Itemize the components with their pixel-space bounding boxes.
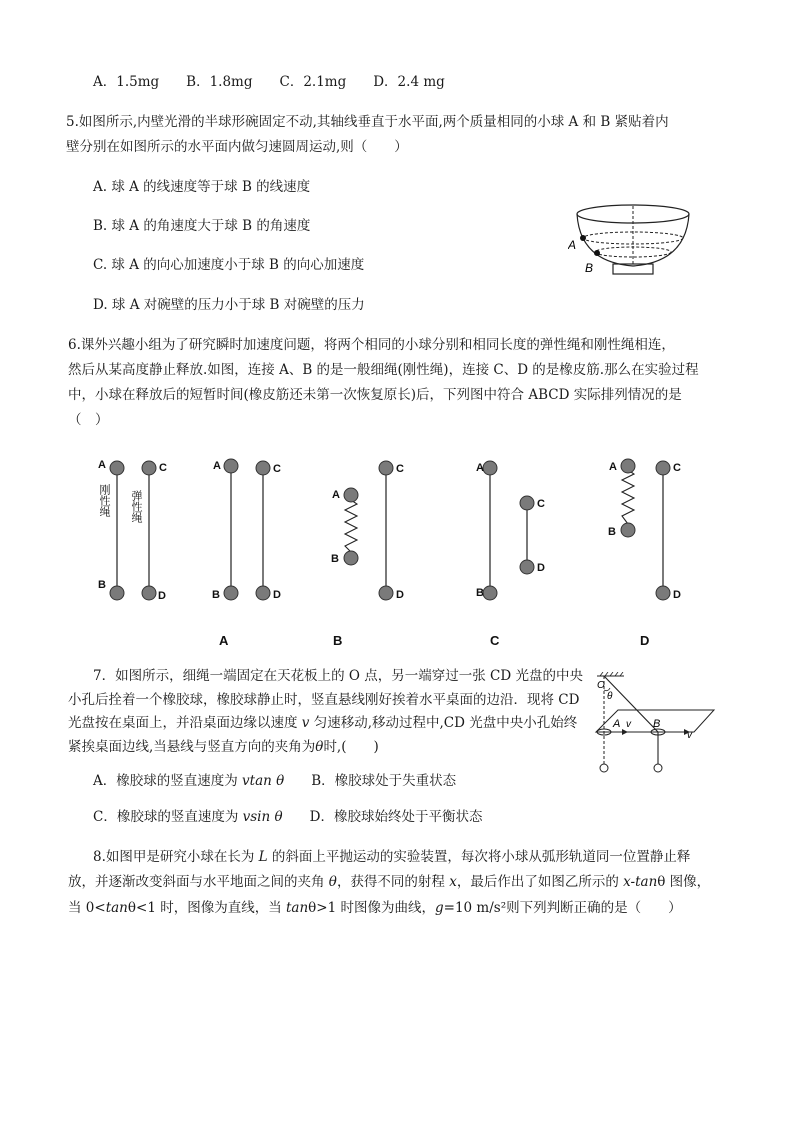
q6-b-ball-a [344,488,358,502]
q6-b-label-c: C [396,463,404,475]
q6-caption-c: C [490,633,500,648]
q6-caption-d: D [640,633,650,648]
q7-figure [592,672,722,775]
q6-stem-line1: 6.课外兴趣小组为了研究瞬时加速度问题，将两个相同的小球分别和相同长度的弹性绳和刚性绳相连， [68,337,675,353]
q6-init-ball-b [110,586,124,600]
q6-a-ball-d [256,586,270,600]
q5-ball-b [594,250,600,256]
q7-stem-line4: 紧挨桌面边线,当悬线与竖直方向的夹角为θ时,( ) [68,739,379,755]
q7-label-b: B [653,718,661,730]
q5-option-a: A. 球 A 的线速度等于球 B 的线速度 [93,179,311,195]
q6-b-ball-b [344,551,358,565]
q6-init-label-c: C [159,462,167,474]
q8-stem-line3: 当 0<tanθ<1 时，图像为直线，当 tanθ>1 时图像为曲线，g=10 m/s²则下列判断正确的是（ ） [68,900,682,916]
q7-label-o: O [597,680,605,691]
q6-b-ball-d [379,586,393,600]
q6-init-label-d: D [158,590,166,602]
q6-c-label-a: A [476,462,484,474]
q8-stem-line1: 8.如图甲是研究小球在长为 L 的斜面上平抛运动的实验装置，每次将小球从弧形轨道同一位置静止释 [93,849,691,865]
q7-stem-line1: 7．如图所示，细绳一端固定在天花板上的 O 点，另一端穿过一张 CD 光盘的中央 [93,668,583,684]
q7-ball-b [654,764,662,772]
q7-label-theta: θ [607,691,613,702]
q6-d-label-d: D [673,589,681,601]
q6-a-label-d: D [273,589,281,601]
q7-stem-line2: 小孔后拴着一个橡胶球，橡胶球静止时，竖直悬线刚好挨着水平桌面的边沿．现将 CD [68,692,580,708]
q6-caption-b: B [333,633,343,648]
q6-c-ball-d [520,560,534,574]
q6-a-ball-c [256,461,270,475]
q5-label-a: A [568,238,577,252]
q6-stem-line2: 然后从某高度静止释放.如图，连接 A、B 的是一般细绳(刚性绳)，连接 C、D 的是橡皮筋.那么在实验过程 [68,362,699,378]
q6-c-label-d: D [537,562,545,574]
q5-stem-line1: 5.如图所示,内壁光滑的半球形碗固定不动,其轴线垂直于水平面,两个质量相同的小球 A 和 B 紧贴着内 [66,114,669,130]
q6-b-label-d: D [396,589,404,601]
q5-option-d: D. 球 A 对碗壁的压力小于球 B 对碗壁的压力 [93,297,365,313]
q6-rigid-label: 刚性绳 [98,484,110,517]
q6-a-ball-a [224,459,238,473]
q6-c-label-b: B [476,587,484,599]
q6-a-label-b: B [212,589,220,601]
q6-spring-d [622,470,634,524]
q6-c-ball-a [483,461,497,475]
q6-caption-a: A [219,633,229,648]
q6-c-ball-b [483,586,497,600]
q6-init-ball-c [142,461,156,475]
q6-b-ball-c [379,461,393,475]
q7-option-cd: C．橡胶球的竖直速度为 vsin θ D．橡胶球始终处于平衡状态 [93,809,483,825]
q7-label-v2: v [687,730,692,741]
q6-d-ball-d [656,586,670,600]
q5-option-c: C. 球 A 的向心加速度小于球 B 的向心加速度 [93,257,365,273]
q7-label-v1: v [626,719,631,730]
q6-init-ball-a [110,461,124,475]
q6-a-ball-b [224,586,238,600]
q5-label-b: B [585,261,594,275]
q6-stem-line3: 中，小球在释放后的短暂时间(橡皮筋还未第一次恢复原长)后，下列图中符合 ABCD 实际排列情况的是 [68,387,682,403]
q6-d-ball-a [621,459,635,473]
q6-a-label-a: A [213,460,221,472]
q6-d-ball-c [656,461,670,475]
q6-figure [0,440,794,655]
q6-b-label-a: A [332,489,340,501]
q5-ball-a [580,235,586,241]
q6-spring-b [345,500,357,552]
q8-stem-line2: 放，并逐渐改变斜面与水平地面之间的夹角 θ，获得不同的射程 x，最后作出了如图乙所示的 x-tanθ 图像， [68,874,711,890]
q6-d-label-b: B [608,526,616,538]
q4-options: A．1.5mg B．1.8mg C．2.1mg D．2.4 mg [93,74,445,90]
q6-b-label-b: B [331,553,339,565]
q6-init-label-b: B [98,579,106,591]
q6-elastic-label: 弹性绳 [130,490,142,523]
q6-d-label-c: C [673,462,681,474]
q5-bowl-figure [568,200,698,282]
q7-stem-line3: 光盘按在桌面上，并沿桌面边缘以速度 v 匀速移动,移动过程中,CD 光盘中央小孔始终 [68,715,578,731]
q6-d-label-a: A [609,461,617,473]
q7-ball-a [600,764,608,772]
q6-d-ball-b [621,523,635,537]
q7-option-ab: A．橡胶球的竖直速度为 vtan θ B．橡胶球处于失重状态 [93,773,457,789]
q5-stem-line2: 壁分别在如图所示的水平面内做匀速圆周运动,则（ ） [66,139,408,155]
q6-stem-line4: （ ） [68,412,109,428]
q6-a-label-c: C [273,463,281,475]
q6-c-ball-c [520,496,534,510]
q5-option-b: B. 球 A 的角速度大于球 B 的角速度 [93,218,311,234]
q6-init-ball-d [142,586,156,600]
q7-label-a: A [613,718,621,730]
q6-c-label-c: C [537,498,545,510]
q6-init-label-a: A [98,459,106,471]
